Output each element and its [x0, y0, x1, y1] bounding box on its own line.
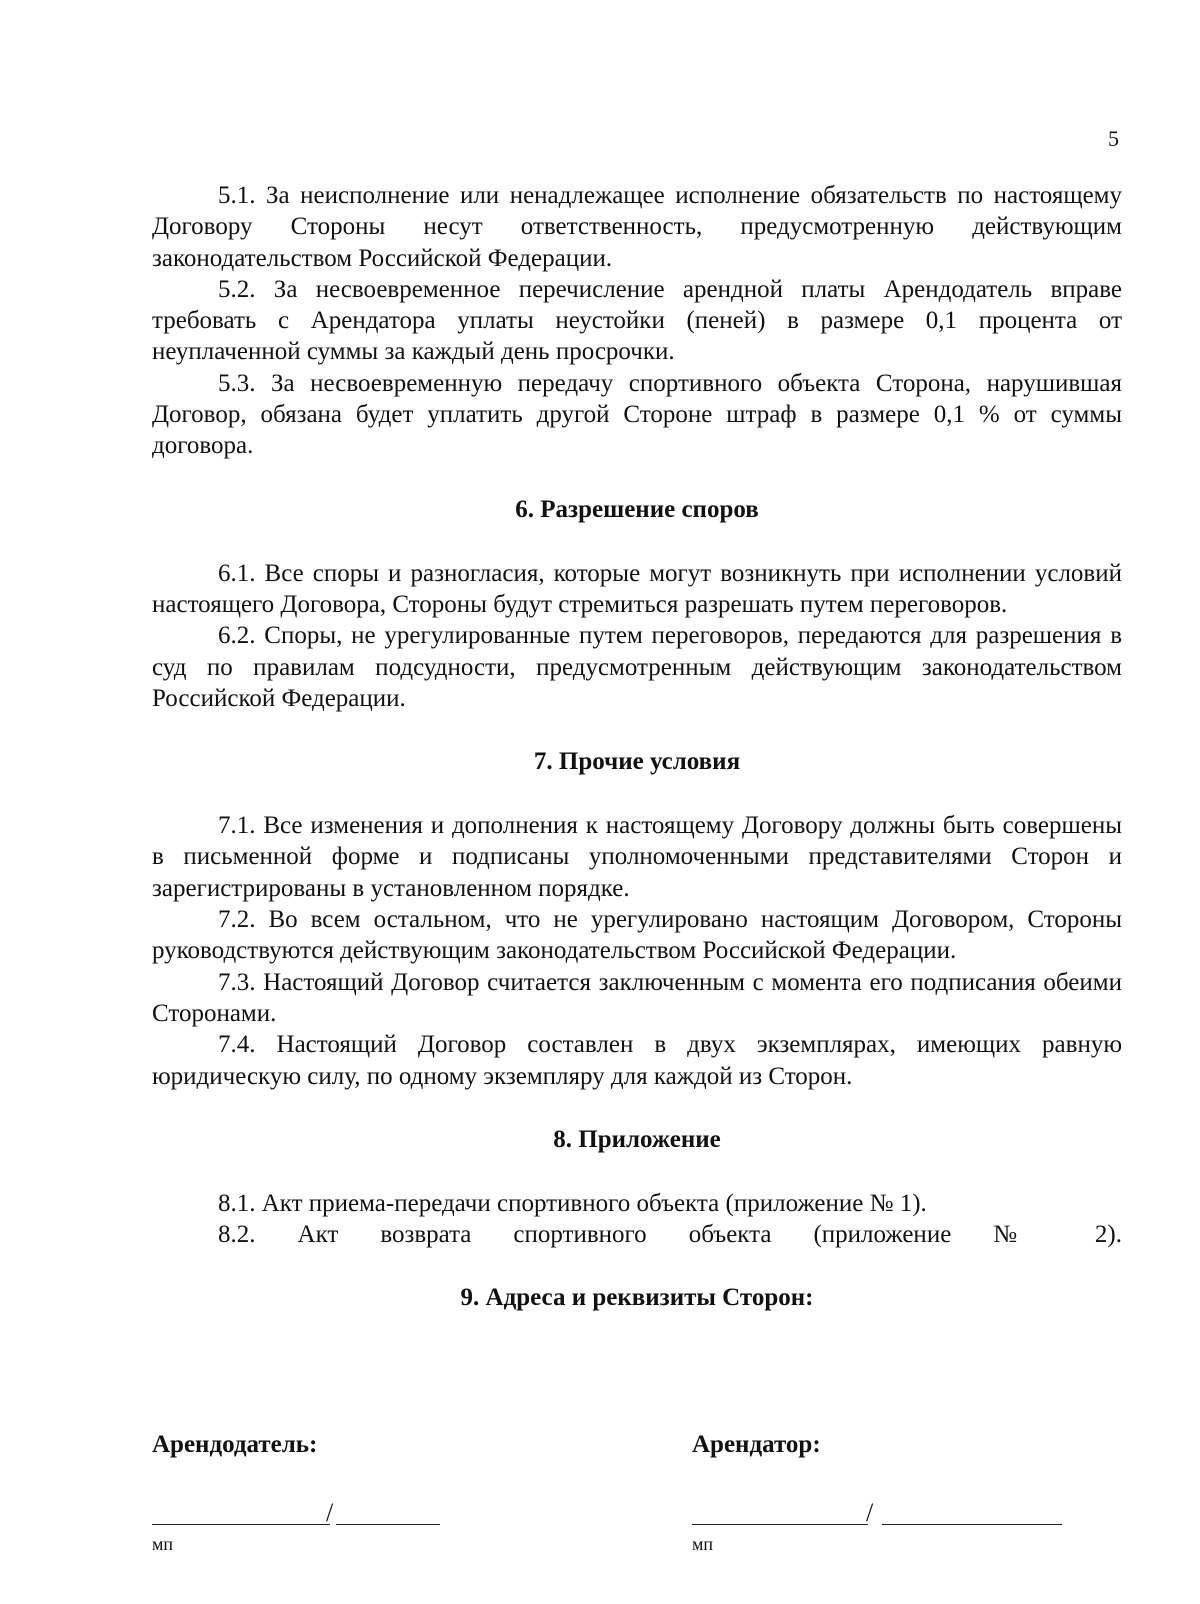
lessee-title: Арендатор:	[692, 1431, 821, 1458]
page-number: 5	[1108, 126, 1119, 151]
lessor-title: Арендодатель:	[152, 1431, 318, 1458]
lessor-name-blank	[336, 1524, 440, 1525]
clause-5-2: 5.2. За несвоевременное перечисление арендной платы Арендодатель вправе требовать с Арендатора уплаты неустойки (пеней) в размере 0,1 процента от неуплаченной суммы за каждый день просрочки.	[152, 275, 1122, 366]
lessor-seal-mark: мп	[152, 1534, 174, 1554]
clause-5-3: 5.3. За несвоевременную передачу спортивного объекта Сторона, нарушившая Договор, обязана будет уплатить другой Стороне штраф в размере 0,1 % от суммы договора.	[152, 369, 1122, 460]
lessee-block	[692, 1430, 1092, 1554]
section-heading-addresses: 9. Адреса и реквизиты Сторон:	[460, 1284, 814, 1312]
lessor-block	[152, 1430, 552, 1554]
section-heading-other-terms: 7. Прочие условия	[533, 748, 741, 776]
lessor-signature-blank	[152, 1524, 330, 1525]
document-body	[152, 180, 1122, 1313]
lessee-name-blank	[882, 1524, 1062, 1525]
clause-7-3: 7.3. Настоящий Договор считается заключенным с момента его подписания обеими Сторонами.	[152, 968, 1122, 1027]
lessor-signature-line	[152, 1500, 442, 1528]
lessee-seal-mark: мп	[692, 1534, 714, 1554]
section-heading-appendix: 8. Приложение	[553, 1125, 721, 1153]
clause-5-1: 5.1. За неисполнение или ненадлежащее исполнение обязательств по настоящему Договору Стороны несут ответственность, предусмотренную действующим законодательством Российской Федерации.	[152, 182, 1122, 272]
section-heading-disputes: 6. Разрешение споров	[515, 495, 759, 523]
clause-6-2: 6.2. Споры, не урегулированные путем переговоров, передаются для разрешения в суд по правилам подсудности, предусмотренным действующим законодательством Российской Федерации.	[152, 622, 1122, 712]
clause-7-4: 7.4. Настоящий Договор составлен в двух экземплярах, имеющих равную юридическую силу, по одному экземпляру для каждой из Сторон.	[152, 1031, 1122, 1090]
lessee-signature-blank	[692, 1524, 868, 1525]
clause-8-1: 8.1. Акт приема-передачи спортивного объекта (приложение № 1).	[218, 1189, 927, 1217]
lessor-signature-slash: /	[326, 1498, 334, 1527]
clause-6-1: 6.1. Все споры и разногласия, которые могут возникнуть при исполнении условий настоящего Договора, Стороны будут стремиться разрешать путем переговоров.	[152, 559, 1122, 618]
clause-7-2: 7.2. Во всем остальном, что не урегулировано настоящим Договором, Стороны руководствуются действующим законодательством Российской Федерации.	[152, 906, 1122, 965]
lessee-signature-slash: /	[866, 1498, 874, 1527]
clause-7-1: 7.1. Все изменения и дополнения к настоящему Договору должны быть совершены в письменной форме и подписаны уполномоченными представителями Сторон и зарегистрированы в установленном порядке.	[152, 812, 1122, 902]
lessee-signature-line	[692, 1500, 1072, 1528]
clause-8-2: 8.2. Акт возврата спортивного объекта (приложение № 2).	[218, 1221, 1122, 1249]
